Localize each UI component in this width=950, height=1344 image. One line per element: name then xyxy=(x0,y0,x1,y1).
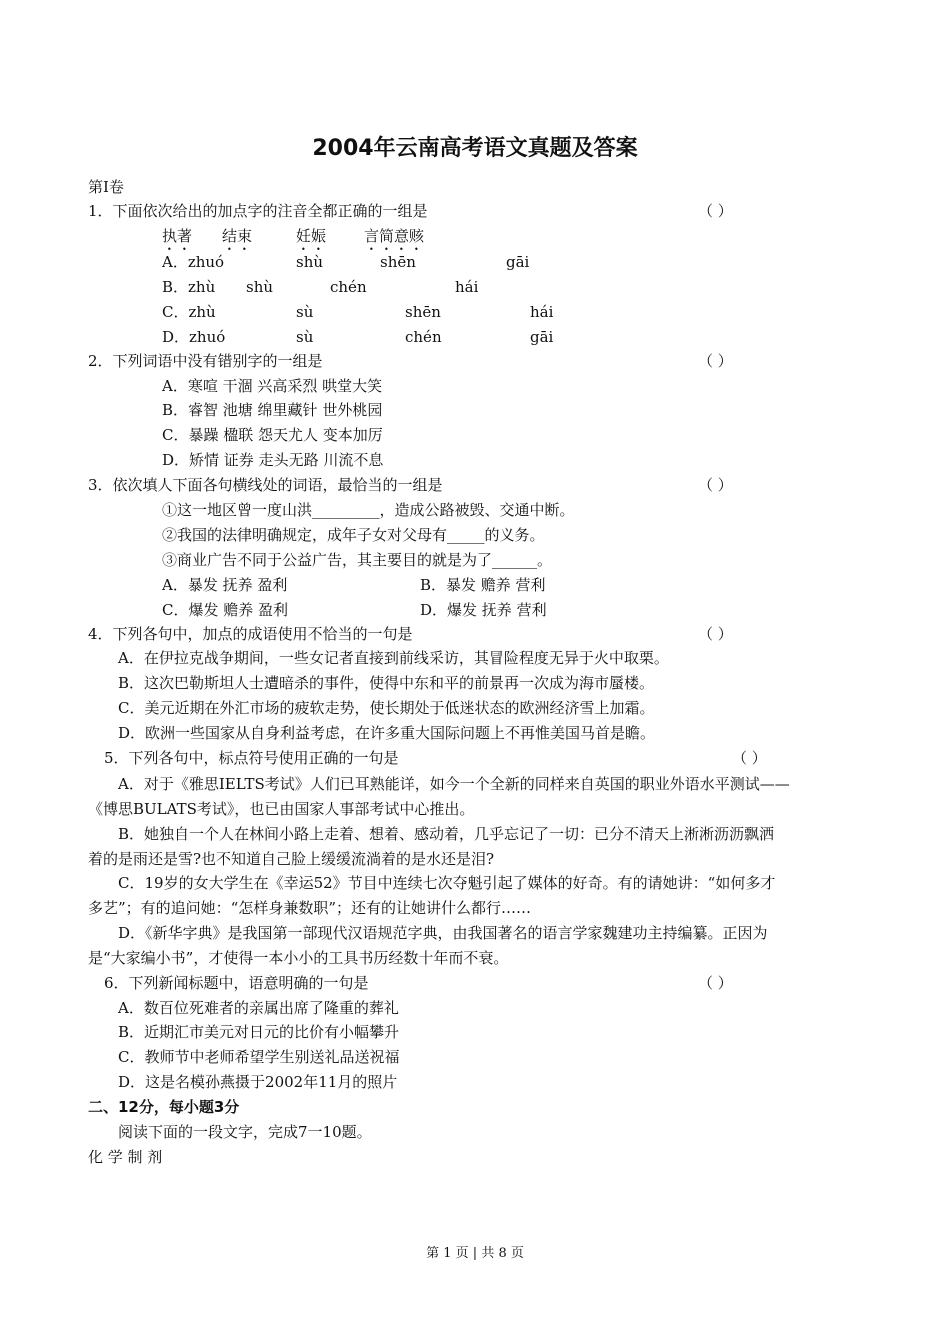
q2-option-c: C．暴躁 楹联 怨天尤人 变本加厉 xyxy=(162,426,383,444)
answer-blank-3: （ ） xyxy=(698,476,733,494)
q2-option-a: A．寒喧 干涸 兴高采烈 哄堂大笑 xyxy=(162,377,383,395)
q1-option-a-1: A．zhuó xyxy=(162,253,225,271)
q1-option-b-2: shù xyxy=(246,278,274,296)
q3-option-d: D．爆发 抚养 营利 xyxy=(420,601,547,619)
q4-option-c: C．美元近期在外汇市场的疲软走势，使长期处于低迷状态的欧洲经济雪上加霜。 xyxy=(118,699,655,717)
question-6-stem: 6．下列新闻标题中，语意明确的一句是 xyxy=(104,974,369,992)
q1-option-c-2: sù xyxy=(296,303,314,321)
question-4-stem: 4．下列各句中，加点的成语使用不恰当的一句是 xyxy=(88,625,413,643)
q1-option-c-3: shēn xyxy=(405,303,441,321)
q4-option-d: D．欧洲一些国家从自身利益考虑，在许多重大国际问题上不再惟美国马首是瞻。 xyxy=(118,724,656,742)
q6-option-b: B．近期汇市美元对日元的比价有小幅攀升 xyxy=(118,1023,400,1041)
q3-sentence-2: ②我国的法律明确规定，成年子女对父母有_____的义务。 xyxy=(162,526,545,544)
q3-sentence-1: ①这一地区曾一度山洪_________，造成公路被毁、交通中断。 xyxy=(162,501,575,519)
q1-option-d-1: D．zhuó xyxy=(162,328,226,346)
q1-option-a-2: shù xyxy=(296,253,324,271)
q4-option-a: A．在伊拉克战争期间，一些女记者直接到前线采访，其冒险程度无异于火中取栗。 xyxy=(118,649,669,667)
q5-option-d-line-2: 是“大家编小书”，才使得一本小小的工具书历经数十年而不衰。 xyxy=(88,949,509,967)
q1-option-d-4: gāi xyxy=(530,328,554,346)
q5-option-b-line-2: 着的是雨还是雪?也不知道自己脸上缓缓流淌着的是水还是泪? xyxy=(88,850,495,868)
q2-option-d: D．矫情 证券 走头无路 川流不息 xyxy=(162,451,384,469)
question-3-stem: 3．依次填人下面各句横线处的词语，最恰当的一组是 xyxy=(88,476,443,494)
q1-option-d-3: chén xyxy=(405,328,442,346)
answer-blank-1: （ ） xyxy=(698,202,733,220)
q1-word-2: 结束 xyxy=(222,227,253,245)
q1-option-a-3: shēn xyxy=(380,253,416,271)
passage-title: 化 学 制 剂 xyxy=(88,1148,163,1166)
q3-sentence-3: ③商业广告不同于公益广告，其主要目的就是为了______。 xyxy=(162,551,553,569)
answer-blank-6: （ ） xyxy=(698,974,733,992)
q5-option-c-line-2: 多艺”；有的追问她：“怎样身兼数职”；还有的让她讲什么都行…… xyxy=(88,899,532,917)
q3-option-a: A．暴发 抚养 盈利 xyxy=(162,576,288,594)
q6-option-c: C．教师节中老师希望学生别送礼品送祝福 xyxy=(118,1048,400,1066)
q6-option-d: D．这是名模孙燕摄于2002年11月的照片 xyxy=(118,1073,398,1091)
reading-instruction: 阅读下面的一段文字，完成7一10题。 xyxy=(118,1123,372,1141)
q1-option-c-1: C．zhù xyxy=(162,303,216,321)
answer-blank-5: （ ） xyxy=(732,749,767,767)
question-5-stem: 5．下列各句中，标点符号使用正确的一句是 xyxy=(104,749,399,767)
q1-option-d-2: sù xyxy=(296,328,314,346)
question-2-stem: 2．下列词语中没有错别字的一组是 xyxy=(88,352,323,370)
q5-option-a-line-2: 《博思BULATS考试》，也已由国家人事部考试中心推出。 xyxy=(88,800,475,818)
page-title: 2004年云南高考语文真题及答案 xyxy=(312,136,638,161)
answer-blank-4: （ ） xyxy=(698,625,733,643)
part-two-heading: 二、12分，每小题3分 xyxy=(88,1098,240,1116)
answer-blank-2: （ ） xyxy=(698,352,733,370)
q2-option-b: B．睿智 池塘 绵里藏针 世外桃园 xyxy=(162,401,383,419)
q3-option-b: B．暴发 赡养 营利 xyxy=(420,576,546,594)
q3-option-c: C．爆发 赡养 盈利 xyxy=(162,601,289,619)
q5-option-b-line-1: B．她独自一个人在林间小路上走着、想着、感动着，几乎忘记了一切：已分不清天上淅淅沥沥飘洒 xyxy=(118,825,775,843)
q5-option-d-line-1: D．《新华字典》是我国第一部现代汉语规范字典，由我国著名的语言学家魏建功主持编纂。正因为 xyxy=(118,924,768,942)
q1-word-1: 执著 xyxy=(162,227,193,245)
q6-option-a: A．数百位死难者的亲属出席了隆重的葬礼 xyxy=(118,999,399,1017)
q1-option-a-4: gāi xyxy=(506,253,530,271)
q5-option-c-line-1: C．19岁的女大学生在《幸运52》节目中连续七次夺魁引起了媒体的好奇。有的请她讲：“如何多才 xyxy=(118,874,776,892)
q5-option-a-line-1: A．对于《雅思IELTS考试》人们已耳熟能详，如今一个全新的同样来自英国的职业外语水平测试—— xyxy=(118,775,790,793)
q1-option-b-1: B．zhù xyxy=(162,278,216,296)
q4-option-b: B．这次巴勒斯坦人士遭暗杀的事件，使得中东和平的前景再一次成为海市蜃楼。 xyxy=(118,674,655,692)
q1-option-c-4: hái xyxy=(530,303,554,321)
q1-option-b-3: chén xyxy=(330,278,367,296)
q1-word-4: 言简意赅 xyxy=(364,227,425,245)
page-footer: 第 1 页 | 共 8 页 xyxy=(426,1246,524,1261)
q1-word-3: 妊娠 xyxy=(296,227,327,245)
part-one-heading: 第Ⅰ卷 xyxy=(88,178,124,196)
q1-option-b-4: hái xyxy=(455,278,479,296)
question-1-stem: 1．下面依次给出的加点字的注音全都正确的一组是 xyxy=(88,202,428,220)
